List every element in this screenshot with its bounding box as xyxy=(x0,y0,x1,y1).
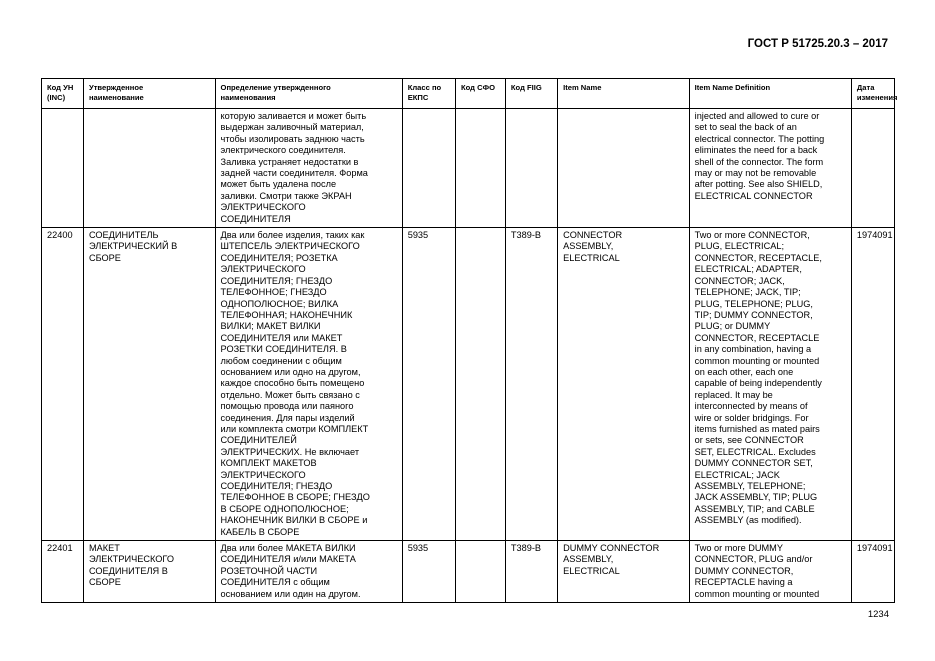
column-header-inc: Код УН (INC) xyxy=(42,79,84,109)
cell-sfo-code xyxy=(456,541,506,603)
cell-ekps-class xyxy=(402,109,455,228)
cell-item-name: CONNECTOR ASSEMBLY, ELECTRICAL xyxy=(558,228,690,541)
cell-fiig-code: T389-B xyxy=(505,228,557,541)
cell-approved-name-definition: Два или более МАКЕТА ВИЛКИ СОЕДИНИТЕЛЯ и/или МАКЕТА РОЗЕТОЧНОЙ ЧАСТИ СОЕДИНИТЕЛЯ с общим основанием или один на другом. xyxy=(215,541,402,603)
column-header-sfo-code: Код СФО xyxy=(456,79,506,109)
cell-item-name: DUMMY CONNECTOR ASSEMBLY, ELECTRICAL xyxy=(558,541,690,603)
column-header-ekps-class: Класс по ЕКПС xyxy=(402,79,455,109)
column-header-approved-name: Утвержденное наименование xyxy=(83,79,215,109)
column-header-fiig-code: Код FIIG xyxy=(505,79,557,109)
table-row xyxy=(42,541,895,603)
cell-approved-name-definition: Два или более изделия, таких как ШТЕПСЕЛЬ ЭЛЕКТРИЧЕСКОГО СОЕДИНИТЕЛЯ; РОЗЕТКА ЭЛЕКТРИЧЕСКОГО СОЕДИНИТЕЛЯ; ГНЕЗДО ТЕЛЕФОННОЕ; ГНЕЗДО ОДНОПОЛЮСНОЕ; ВИЛКА ТЕЛЕФОННАЯ; НАКОНЕЧНИК ВИЛКИ; МАКЕТ ВИЛКИ СОЕДИНИТЕЛЯ или МАКЕТ РОЗЕТКИ СОЕДИНИТЕЛЯ. В любом соединении с общим основанием или одно на другом, каждое способно быть помещено отдельно. Может быть связано с помощью провода или паяного соединения. Для пары изделий или комплекта смотри КОМПЛЕКТ СОЕДИНИТЕЛЕЙ ЭЛЕКТРИЧЕСКИХ. Не включает КОМПЛЕКТ МАКЕТОВ ЭЛЕКТРИЧЕСКОГО СОЕДИНИТЕЛЯ; ГНЕЗДО ТЕЛЕФОННОЕ В СБОРЕ; ГНЕЗДО В СБОРЕ ОДНОПОЛЮСНОЕ; НАКОНЕЧНИК ВИЛКИ В СБОРЕ и КАБЕЛЬ В СБОРЕ xyxy=(215,228,402,541)
column-header-item-name-definition: Item Name Definition xyxy=(689,79,851,109)
cell-change-date xyxy=(851,109,894,228)
table-row xyxy=(42,109,895,228)
table-row xyxy=(42,228,895,541)
document-title: ГОСТ Р 51725.20.3 – 2017 xyxy=(747,38,888,50)
cell-sfo-code xyxy=(456,228,506,541)
cell-item-name-definition: Two or more DUMMY CONNECTOR, PLUG and/or DUMMY CONNECTOR, RECEPTACLE having a common mounting or mounted xyxy=(689,541,851,603)
cell-inc: 22400 xyxy=(42,228,84,541)
cell-change-date: 1974091 xyxy=(851,228,894,541)
catalog-table xyxy=(41,78,898,603)
cell-item-name xyxy=(558,109,690,228)
column-header-item-name: Item Name xyxy=(558,79,690,109)
cell-approved-name: МАКЕТ ЭЛЕКТРИЧЕСКОГО СОЕДИНИТЕЛЯ В СБОРЕ xyxy=(83,541,215,603)
cell-approved-name-definition: которую заливается и может быть выдержан заливочный материал, чтобы изолировать заднюю часть электрического соединителя. Заливка устраняет недостатки в задней части соединителя. Форма может быть удалена после заливки. Смотри также ЭКРАН ЭЛЕКТРИЧЕСКОГО СОЕДИНИТЕЛЯ xyxy=(215,109,402,228)
cell-inc xyxy=(42,109,84,228)
page-number: 1234 xyxy=(867,609,889,620)
cell-change-date: 1974091 xyxy=(851,541,894,603)
cell-item-name-definition: injected and allowed to cure or set to seal the back of an electrical connector. The potting eliminates the need for a back shell of the connector. The form may or may not be removable after potting. See also SHIELD, ELECTRICAL CONNECTOR xyxy=(689,109,851,228)
cell-approved-name xyxy=(83,109,215,228)
column-header-change-date: Дата изменения xyxy=(851,79,894,109)
cell-approved-name: СОЕДИНИТЕЛЬ ЭЛЕКТРИЧЕСКИЙ В СБОРЕ xyxy=(83,228,215,541)
cell-ekps-class: 5935 xyxy=(402,228,455,541)
cell-fiig-code: T389-B xyxy=(505,541,557,603)
cell-item-name-definition: Two or more CONNECTOR, PLUG, ELECTRICAL; CONNECTOR, RECEPTACLE, ELECTRICAL; ADAPTER, CONNECTOR; JACK, TELEPHONE; JACK, TIP; PLUG, TELEPHONE; PLUG, TIP; DUMMY CONNECTOR, PLUG; or DUMMY CONNECTOR, RECEPTACLE in any combination, having a common mounting or mounted on each other, each one capable of being independently replaced. It may be interconnected by means of wire or solder bridgings. For items furnished as mated pairs or sets, see CONNECTOR SET, ELECTRICAL. Excludes DUMMY CONNECTOR SET, ELECTRICAL; JACK ASSEMBLY, TELEPHONE; JACK ASSEMBLY, TIP; PLUG ASSEMBLY, TIP; and CABLE ASSEMBLY (as modified). xyxy=(689,228,851,541)
table-header-row xyxy=(42,79,895,109)
cell-ekps-class: 5935 xyxy=(402,541,455,603)
cell-sfo-code xyxy=(456,109,506,228)
column-header-approved-name-definition: Определение утвержденного наименования xyxy=(215,79,402,109)
cell-inc: 22401 xyxy=(42,541,84,603)
cell-fiig-code xyxy=(505,109,557,228)
